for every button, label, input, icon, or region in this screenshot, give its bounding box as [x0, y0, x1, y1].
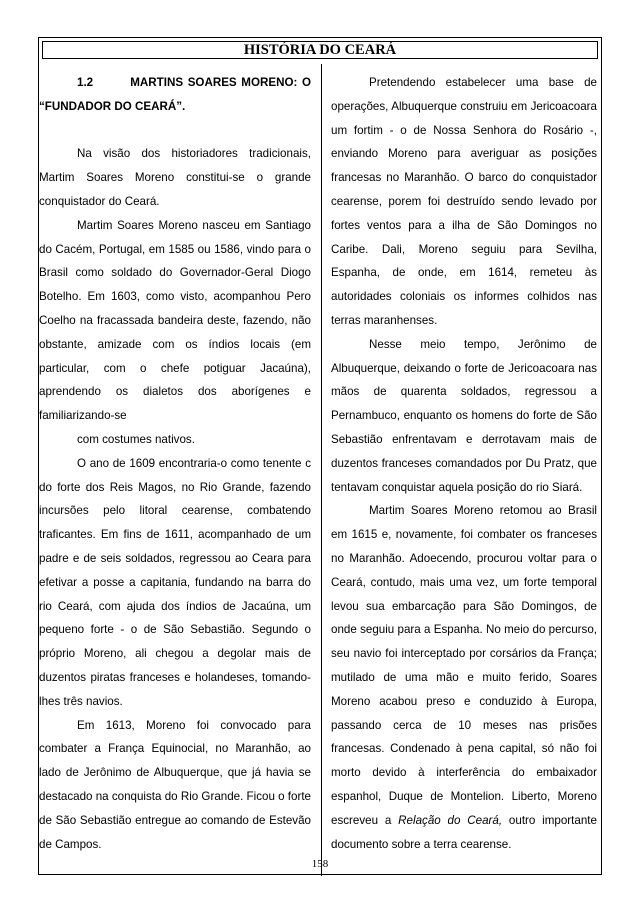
page-header	[42, 41, 598, 59]
paragraph-text: Martim Soares Moreno retomou ao Brasil em 1615 e, novamente, foi combater os franceses no Maranhão. Adoecendo, procurou voltar para o Ceará, contudo, mais uma vez, um forte temporal levou sua embarcação para São Domingos, de onde seguiu para a Espanha. No meio do percurso, seu navio foi interceptado por corsários da França; mutilado de uma mão e muito ferido, Soares Moreno acabou preso e conduzido à Europa, passando cerca de 10 meses nas prisões francesas. Condenado à pena capital, só não foi morto devido à interferência do embaixador espanhol, Duque de Montelion. Liberto, Moreno escreveu a	[331, 504, 597, 827]
page-frame	[38, 37, 602, 875]
paragraph: Nesse meio tempo, Jerônimo de Albuquerque, deixando o forte de Jericoacoara nas mãos de quarenta soldados, regressou a Pernambuco, enquanto os homens do forte de São Sebastião enfrentavam e derrotavam mais de duzentos franceses comandados por Du Pratz, que tentavam conquistar aquela posição do rio Siará.	[331, 337, 597, 494]
left-column	[39, 71, 311, 856]
paragraph-continuation: com costumes nativos.	[77, 432, 195, 446]
paragraph: Martim Soares Moreno nasceu em Santiago do Cacém, Portugal, em 1585 ou 1586, vindo para o Brasil como soldado do Governador-Geral Diogo Botelho. Em 1603, como visto, acompanhou Pero Coelho na fracassada bandeira deste, fazendo, não obstante, amizade com os índios locais (em particular, com o chefe potiguar Jacaúna), aprendendo os dialetos dos aborígenes e familiarizando-se	[39, 218, 311, 423]
paragraph-text: outro importante documento sobre a terra cearense.	[331, 813, 597, 851]
section-heading	[39, 71, 311, 95]
header-title: HISTÓRIA DO CEARÁ	[243, 42, 397, 58]
right-column	[331, 71, 597, 856]
section-title-line1: MARTINS SOARES MORENO: O	[130, 76, 311, 89]
section-number: 1.2	[77, 76, 94, 89]
section-title-line2: “FUNDADOR DO CEARÁ”.	[39, 99, 186, 113]
page-number: 158	[311, 858, 329, 870]
book-title: Relação do Ceará,	[398, 813, 503, 827]
paragraph: Em 1613, Moreno foi convocado para combater a França Equinocial, no Maranhão, ao lado de Jerônimo de Albuquerque, que já havia se destacado na conquista do Rio Grande. Ficou o forte de São Sebastião entregue ao comando de Estevão de Campos.	[39, 718, 311, 851]
paragraph: Na visão dos historiadores tradicionais, Martim Soares Moreno constitui-se o grande conquistador do Ceará.	[39, 147, 311, 208]
paragraph	[331, 499, 597, 856]
paragraph: Pretendendo estabelecer uma base de operações, Albuquerque construiu em Jericoacoara um fortim - o de Nossa Senhora do Rosário -, enviando Moreno para averiguar as posições francesas no Maranhão. O barco do conquistador cearense, porem foi destruído sendo levado por fortes ventos para a ilha de São Domingos no Caribe. Dali, Moreno seguiu para Sevilha, Espanha, de onde, em 1614, remeteu às autoridades coloniais os informes colhidos nas terras maranhenses.	[331, 76, 597, 327]
paragraph: O ano de 1609 encontraria-o como tenente c do forte dos Reis Magos, no Rio Grande, fazendo incursões pelo litoral cearense, combatendo traficantes. Em fins de 1611, acompanhado de um padre e de seis soldados, regressou ao Ceara para efetivar a posse a capitania, fundando na barra do rio Ceará, com ajuda dos índios de Jacaúna, um pequeno forte - o de São Sebastião. Segundo o próprio Moreno, ali chegou a degolar mais de duzentos piratas franceses e holandeses, tomando-lhes três navios.	[39, 456, 311, 708]
column-divider	[321, 64, 322, 876]
